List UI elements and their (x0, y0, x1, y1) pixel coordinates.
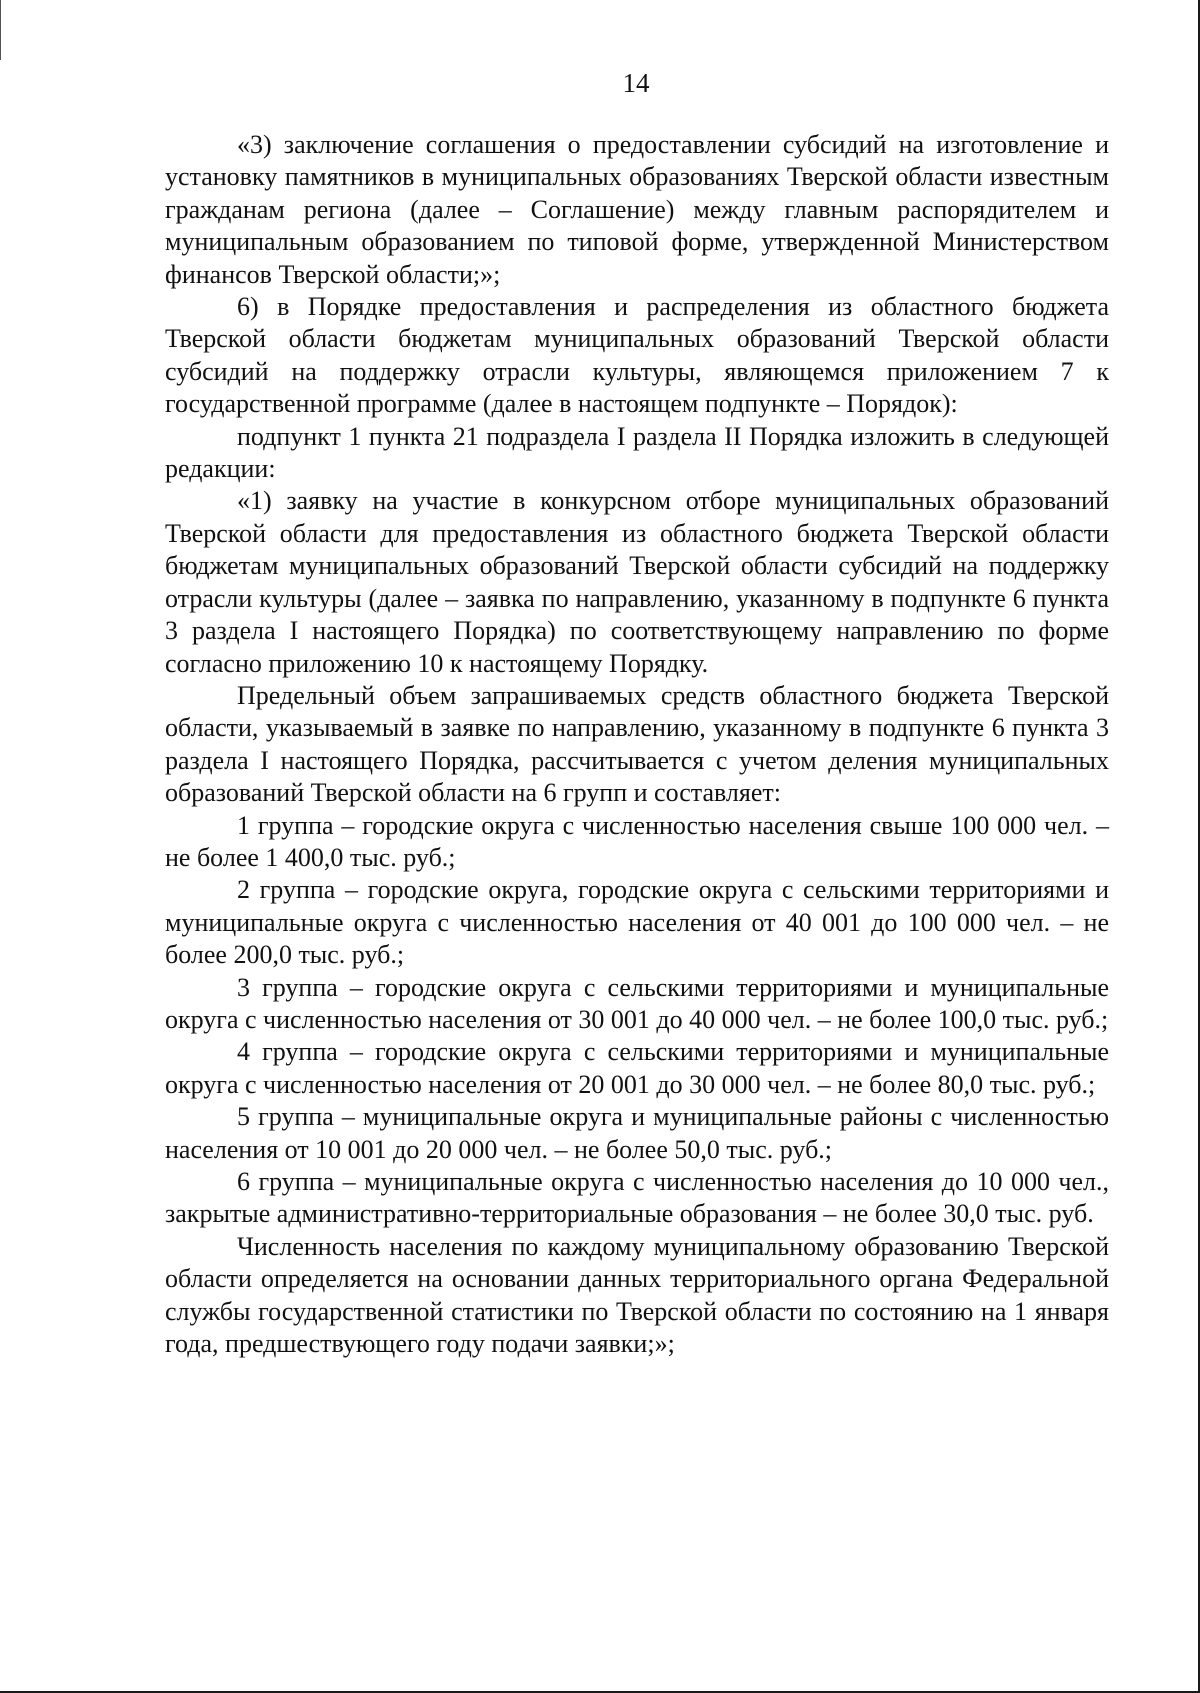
paragraph-group-3: 3 группа – городские округа с сельскими территориями и муниципальные округа с численностью населения от 30 001 до 40 000 чел. – не более 100,0 тыс. руб.; (165, 972, 1109, 1034)
document-body (165, 129, 1109, 1360)
paragraph-group-4: 4 группа – городские округа с сельскими территориями и муниципальные округа с численностью населения от 20 001 до 30 000 чел. – не более 80,0 тыс. руб.; (165, 1037, 1109, 1099)
paragraph-group-2: 2 группа – городские округа, городские округа с сельскими территориями и муниципальные округа с численностью населения от 40 001 до 100 000 чел. – не более 200,0 тыс. руб.; (165, 875, 1109, 970)
paragraph-group-5: 5 группа – муниципальные округа и муниципальные районы с численностью населения от 10 001 до 20 000 чел. – не более 50,0 тыс. руб.; (165, 1102, 1109, 1164)
page-number: 14 (622, 68, 650, 98)
paragraph-group-1: 1 группа – городские округа с численностью населения свыше 100 000 чел. – не более 1 400,0 тыс. руб.; (165, 810, 1109, 872)
paragraph-item-6-procedure: 6) в Порядке предоставления и распределения из областного бюджета Тверской области бюджетам муниципальных образований Тверской области субсидий на поддержку отрасли культуры, являющемся приложением 7 к государственной программе (далее в настоящем подпункте – Порядок): (165, 292, 1109, 419)
paragraph-clause-3-agreement: «3) заключение соглашения о предоставлении субсидий на изготовление и установку памятников в муниципальных образованиях Тверской области известным гражданам региона (далее – Соглашение) между главным распорядителем и муниципальным образованием по типовой форме, утвержденной Министерством финансов Тверской области;»; (165, 130, 1109, 289)
paragraph-funding-limit: Предельный объем запрашиваемых средств областного бюджета Тверской области, указываемый в заявке по направлению, указанному в подпункте 6 пункта 3 раздела I настоящего Порядка, рассчитывается с учетом деления муниципальных образований Тверской области на 6 групп и составляет: (165, 680, 1109, 808)
paragraph-subitem-1-wording: подпункт 1 пункта 21 подраздела I раздела II Порядка изложить в следующей редакции: (165, 421, 1109, 484)
paragraph-group-6: 6 группа – муниципальные округа с численностью населения до 10 000 чел., закрытые административно-территориальные образования – не более 30,0 тыс. руб. (165, 1167, 1109, 1229)
paragraph-population-source: Численность населения по каждому муниципальному образованию Тверской области определяется на основании данных территориального органа Федеральной службы государственной статистики по Тверской области по состоянию на 1 января года, предшествующего году подачи заявки;»; (165, 1231, 1109, 1359)
scan-edge-left (0, 0, 1, 60)
paragraph-clause-1-application: «1) заявку на участие в конкурсном отборе муниципальных образований Тверской области для предоставления из областного бюджета Тверской области бюджетам муниципальных образований Тверской области субсидий на поддержку отрасли культуры (далее – заявка по направлению, указанному в подпункте 6 пункта 3 раздела I настоящего Порядка) по соответствующему направлению по форме согласно приложению 10 к настоящему Порядку. (165, 486, 1109, 678)
